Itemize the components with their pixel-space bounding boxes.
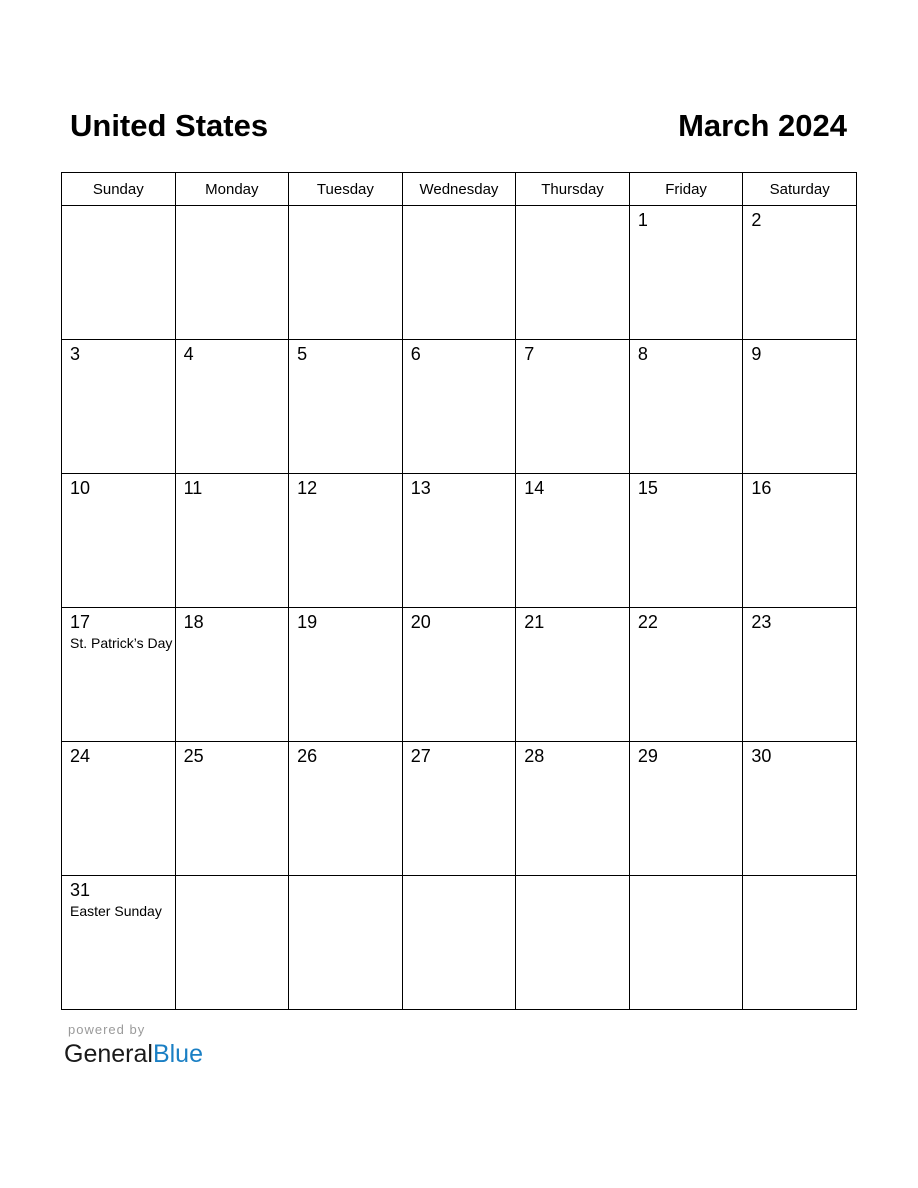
calendar-week-row xyxy=(62,206,857,340)
day-number: 30 xyxy=(751,746,772,766)
calendar-day-cell xyxy=(175,474,289,608)
day-number: 7 xyxy=(524,344,535,364)
calendar-empty-cell xyxy=(62,206,176,340)
day-number: 21 xyxy=(524,612,545,632)
day-number: 9 xyxy=(751,344,762,364)
day-number: 13 xyxy=(410,478,431,498)
weekday-header: Friday xyxy=(629,173,743,206)
day-number: 8 xyxy=(637,344,648,364)
day-number: 10 xyxy=(70,478,91,498)
calendar-day-cell xyxy=(62,474,176,608)
calendar-country-title: United States xyxy=(70,108,269,143)
day-number: 24 xyxy=(70,746,91,766)
calendar-day-cell xyxy=(62,608,176,742)
calendar-week-row xyxy=(62,742,857,876)
day-number: 28 xyxy=(524,746,545,766)
day-number: 14 xyxy=(524,478,545,498)
weekday-header-row xyxy=(62,173,857,206)
calendar-week-row xyxy=(62,608,857,742)
calendar-day-cell xyxy=(629,608,743,742)
day-number: 1 xyxy=(637,210,648,230)
calendar-empty-cell xyxy=(743,876,857,1010)
calendar-empty-cell xyxy=(289,876,403,1010)
day-number: 16 xyxy=(751,478,772,498)
calendar-day-cell xyxy=(743,474,857,608)
day-number: 22 xyxy=(637,612,658,632)
calendar-empty-cell xyxy=(289,206,403,340)
calendar-day-cell xyxy=(743,340,857,474)
calendar-day-cell xyxy=(629,742,743,876)
day-number: 26 xyxy=(297,746,318,766)
powered-by-label: powered by xyxy=(68,1022,146,1037)
weekday-header: Saturday xyxy=(743,173,857,206)
calendar-day-cell xyxy=(629,474,743,608)
calendar-day-cell xyxy=(516,340,630,474)
day-number: 25 xyxy=(183,746,204,766)
generalblue-brand xyxy=(64,1022,203,1070)
day-number: 11 xyxy=(183,478,203,498)
day-number: 5 xyxy=(297,344,308,364)
calendar-day-cell xyxy=(516,742,630,876)
logo-general-text: General xyxy=(64,1040,153,1068)
day-number: 18 xyxy=(183,612,204,632)
generalblue-logo xyxy=(64,1038,203,1070)
calendar-empty-cell xyxy=(402,206,516,340)
weekday-header: Tuesday xyxy=(289,173,403,206)
weekday-header: Thursday xyxy=(516,173,630,206)
day-number: 6 xyxy=(410,344,421,364)
holiday-label: St. Patrick’s Day xyxy=(70,635,173,651)
calendar-day-cell xyxy=(629,340,743,474)
calendar-day-cell xyxy=(62,340,176,474)
day-number: 4 xyxy=(183,344,194,364)
calendar-day-cell xyxy=(402,340,516,474)
day-number: 15 xyxy=(637,478,658,498)
calendar-empty-cell xyxy=(175,876,289,1010)
calendar-week-row xyxy=(62,876,857,1010)
day-number: 27 xyxy=(410,746,431,766)
logo-blue-text: Blue xyxy=(152,1040,203,1068)
day-number: 19 xyxy=(297,612,318,632)
calendar-day-cell xyxy=(402,608,516,742)
calendar-empty-cell xyxy=(629,876,743,1010)
calendar-day-cell xyxy=(289,742,403,876)
calendar-day-cell xyxy=(743,206,857,340)
calendar-day-cell xyxy=(175,742,289,876)
day-number: 12 xyxy=(297,478,318,498)
calendar-day-cell xyxy=(62,876,176,1010)
calendar-week-row xyxy=(62,340,857,474)
calendar-day-cell xyxy=(516,474,630,608)
day-number: 23 xyxy=(751,612,772,632)
calendar-day-cell xyxy=(743,742,857,876)
calendar-day-cell xyxy=(289,474,403,608)
day-number: 3 xyxy=(70,344,81,364)
calendar-week-row xyxy=(62,474,857,608)
day-number: 31 xyxy=(70,880,91,900)
calendar-day-cell xyxy=(62,742,176,876)
day-number: 29 xyxy=(637,746,658,766)
calendar-day-cell xyxy=(175,608,289,742)
calendar-day-cell xyxy=(516,608,630,742)
holiday-label: Easter Sunday xyxy=(70,903,162,919)
calendar-empty-cell xyxy=(175,206,289,340)
day-number: 20 xyxy=(410,612,431,632)
day-number: 2 xyxy=(751,210,762,230)
calendar-day-cell xyxy=(629,206,743,340)
calendar-day-cell xyxy=(402,742,516,876)
calendar-empty-cell xyxy=(516,206,630,340)
weekday-header: Wednesday xyxy=(402,173,516,206)
calendar-day-cell xyxy=(402,474,516,608)
calendar-day-cell xyxy=(289,340,403,474)
calendar-day-cell xyxy=(289,608,403,742)
day-number: 17 xyxy=(70,612,91,632)
calendar-month-title: March 2024 xyxy=(678,108,847,143)
calendar-day-cell xyxy=(743,608,857,742)
calendar-grid xyxy=(61,172,857,1010)
calendar-day-cell xyxy=(175,340,289,474)
weekday-header: Monday xyxy=(175,173,289,206)
weekday-header: Sunday xyxy=(62,173,176,206)
calendar-empty-cell xyxy=(516,876,630,1010)
calendar-empty-cell xyxy=(402,876,516,1010)
